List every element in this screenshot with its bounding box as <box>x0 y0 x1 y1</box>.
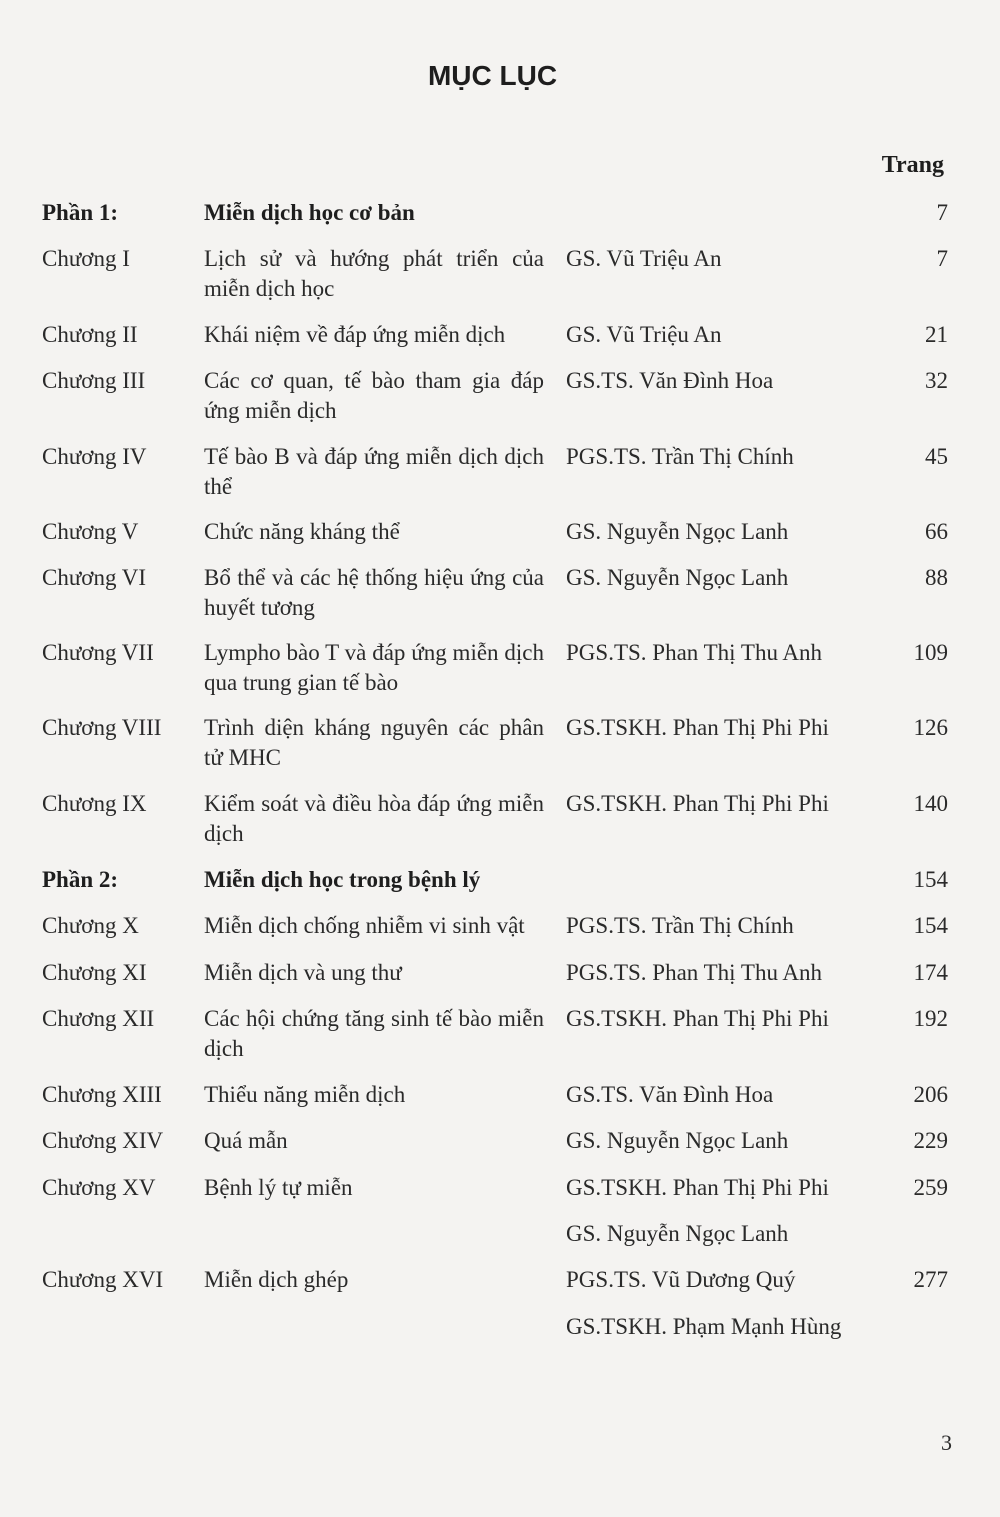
toc-page: 21 <box>925 322 948 347</box>
toc-page: 192 <box>913 1006 948 1031</box>
toc-author: GS.TS. Văn Đình Hoa <box>566 1082 774 1107</box>
toc-title: Miễn dịch học cơ bản <box>204 200 415 225</box>
page-title: MỤC LỤC <box>427 60 558 91</box>
toc-title: Miễn dịch chống nhiễm vi sinh vật <box>204 913 525 938</box>
toc-author: GS.TSKH. Phạm Mạnh Hùng <box>566 1314 842 1339</box>
toc-title: Bổ thể và các hệ thống hiệu ứng của huyết tương <box>204 565 544 620</box>
toc-author: PGS.TS. Phan Thị Thu Anh <box>566 640 823 665</box>
toc-label: Chương XIII <box>42 1082 162 1107</box>
toc-title: Miễn dịch ghép <box>204 1267 349 1292</box>
toc-title: Trình diện kháng nguyên các phân tử MHC <box>204 715 544 770</box>
toc-label: Chương III <box>42 368 146 393</box>
toc-label: Chương IX <box>42 791 147 816</box>
toc-author: GS.TS. Văn Đình Hoa <box>566 368 774 393</box>
toc-author: GS. Vũ Triệu An <box>566 322 722 347</box>
toc-label: Chương XV <box>42 1175 156 1200</box>
toc-author: GS.TSKH. Phan Thị Phi Phi <box>566 791 829 816</box>
toc-title: Các hội chứng tăng sinh tế bào miễn dịch <box>204 1006 544 1061</box>
toc-author: GS.TSKH. Phan Thị Phi Phi <box>566 1175 829 1200</box>
toc-page: 154 <box>913 913 948 938</box>
toc-page: 7 <box>936 246 948 271</box>
toc-title: Bệnh lý tự miễn <box>204 1175 353 1200</box>
toc-page: 229 <box>913 1128 948 1153</box>
toc-author: PGS.TS. Phan Thị Thu Anh <box>566 960 823 985</box>
toc-label: Chương XII <box>42 1006 155 1031</box>
toc-title: Miễn dịch học trong bệnh lý <box>204 867 481 892</box>
toc-page: 45 <box>925 444 948 469</box>
toc-title: Khái niệm về đáp ứng miễn dịch <box>204 322 506 347</box>
toc-author: GS.TSKH. Phan Thị Phi Phi <box>566 1006 829 1031</box>
toc-page: 88 <box>925 565 948 590</box>
toc-author: GS.TSKH. Phan Thị Phi Phi <box>566 715 829 740</box>
toc-page: 206 <box>913 1082 948 1107</box>
toc-page: 277 <box>913 1267 948 1292</box>
toc-author: GS. Nguyễn Ngọc Lanh <box>566 1128 789 1153</box>
toc-page: 32 <box>925 368 948 393</box>
toc-label: Chương XI <box>42 960 147 985</box>
toc-page: 126 <box>913 715 948 740</box>
toc-label: Chương V <box>42 519 139 544</box>
toc-label: Phần 1: <box>42 200 119 225</box>
toc-label: Chương X <box>42 913 139 938</box>
toc-author: GS. Vũ Triệu An <box>566 246 722 271</box>
toc-author: PGS.TS. Vũ Dương Quý <box>566 1267 796 1292</box>
toc-page: 259 <box>913 1175 948 1200</box>
toc-page: 140 <box>913 791 948 816</box>
toc-page: 154 <box>913 867 948 892</box>
toc-title: Thiểu năng miễn dịch <box>204 1082 406 1107</box>
toc-author: GS. Nguyễn Ngọc Lanh <box>566 519 789 544</box>
toc-author: GS. Nguyễn Ngọc Lanh <box>566 1221 789 1246</box>
toc-label: Chương VI <box>42 565 147 590</box>
toc-label: Chương IV <box>42 444 147 469</box>
toc-author: PGS.TS. Trần Thị Chính <box>566 444 794 469</box>
toc-label: Chương VII <box>42 640 154 665</box>
toc-label: Chương XIV <box>42 1128 164 1153</box>
toc-title: Lympho bào T và đáp ứng miễn dịch qua trung gian tế bào <box>204 640 544 695</box>
page-column-header: Trang <box>881 152 944 178</box>
toc-title: Quá mẫn <box>204 1128 288 1153</box>
toc-title: Kiểm soát và điều hòa đáp ứng miễn dịch <box>204 791 544 846</box>
toc-label: Chương I <box>42 246 130 271</box>
toc-page: 66 <box>925 519 948 544</box>
toc-title: Miễn dịch và ung thư <box>204 960 402 985</box>
toc-title: Chức năng kháng thể <box>204 519 400 544</box>
toc-label: Phần 2: <box>42 867 119 892</box>
toc-author: GS. Nguyễn Ngọc Lanh <box>566 565 789 590</box>
toc-label: Chương XVI <box>42 1267 164 1292</box>
toc-page: 7 <box>936 200 948 225</box>
toc-page: 109 <box>913 640 948 665</box>
toc-title: Lịch sử và hướng phát triển của miễn dịch học <box>204 246 544 301</box>
toc-label: Chương II <box>42 322 138 347</box>
page-number: 3 <box>941 1430 952 1455</box>
toc-title: Tế bào B và đáp ứng miễn dịch dịch thể <box>204 444 544 499</box>
toc-title: Các cơ quan, tế bào tham gia đáp ứng miễn dịch <box>204 368 544 423</box>
toc-page: 174 <box>913 960 948 985</box>
toc-author: PGS.TS. Trần Thị Chính <box>566 913 794 938</box>
toc-label: Chương VIII <box>42 715 162 740</box>
